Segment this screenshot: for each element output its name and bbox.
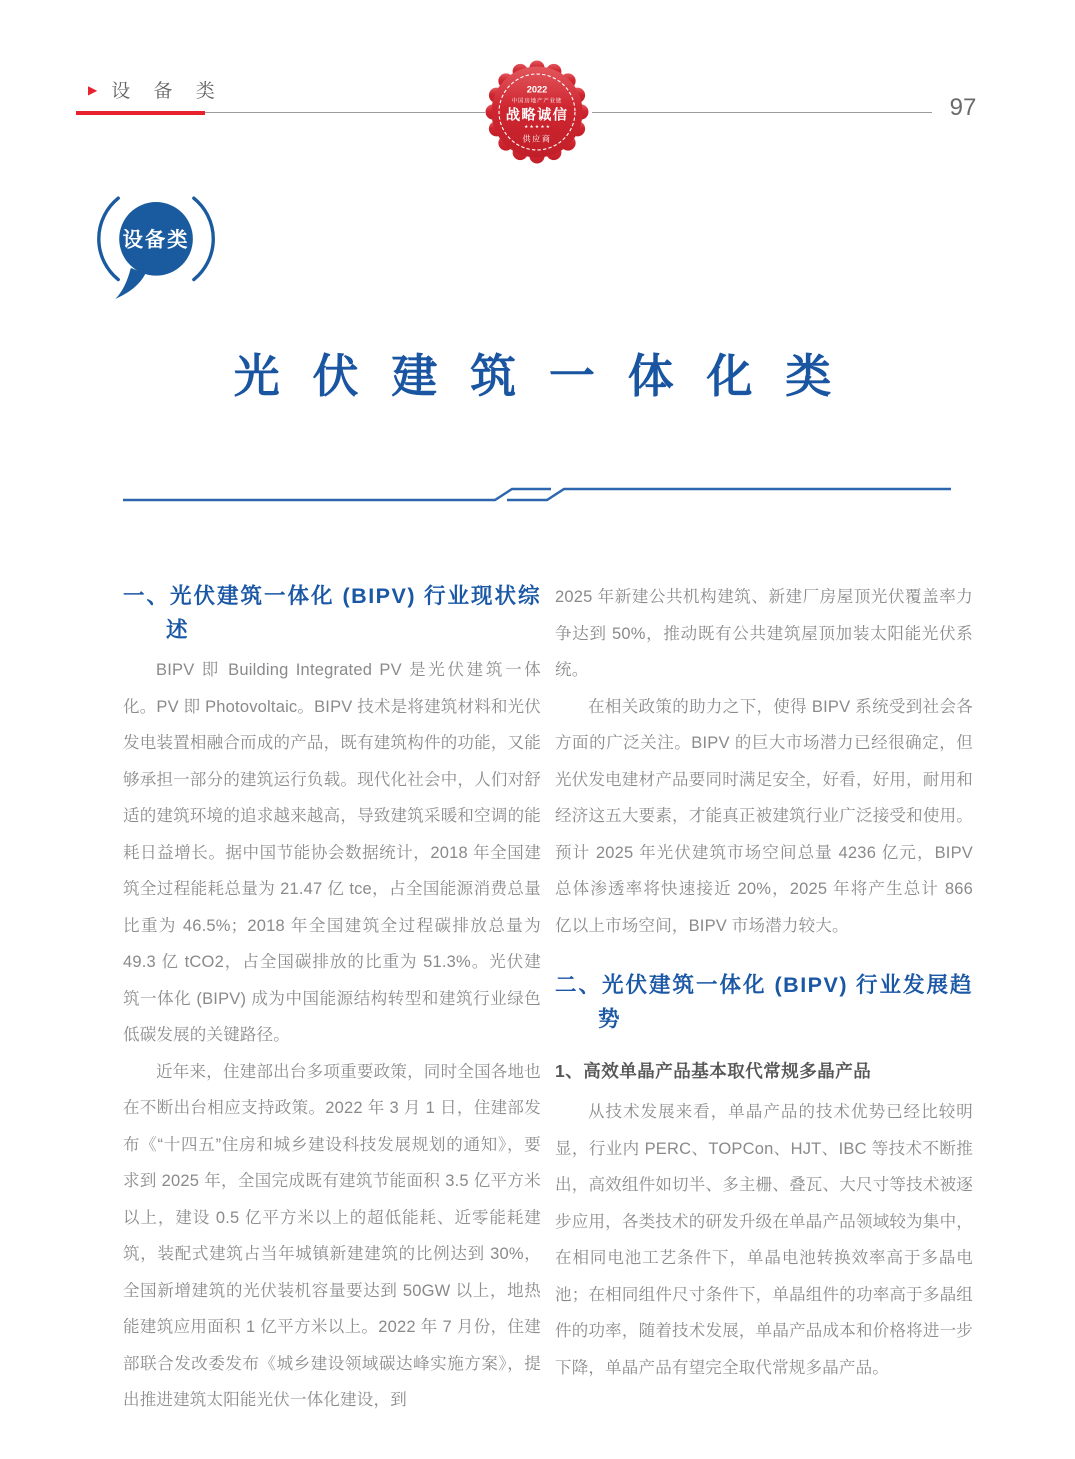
category-bubble — [94, 194, 220, 306]
body-paragraph: BIPV 即 Building Integrated PV 是光伏建筑一体化。PV 即 Photovoltaic。BIPV 技术是将建筑材料和光伏发电装置相融合而成的产品，既有建筑构件的功能，又能够承担一部分的建筑运行负载。现代化社会中，人们对舒适的建筑环境的追求越来越高，导致建筑采暖和空调的能耗日益增长。据中国节能协会数据统计，2018 年全国建筑全过程能耗总量为 21.47 亿 tce，占全国能源消费总量比重为 46.5%；2018 年全国建筑全过程碳排放总量为 49.3 亿 tCO2，占全国碳排放的比重为 51.3%。光伏建筑一体化 (BIPV) 成为中国能源结构转型和建筑行业绿色低碳发展的关键路径。 — [123, 661, 541, 1044]
section-subheading: 1、高效单晶产品基本取代常规多晶产品 — [555, 1061, 872, 1081]
header-rule-gray-right — [592, 112, 932, 113]
integrity-seal-badge — [483, 58, 591, 166]
page-number: 97 — [949, 94, 977, 121]
seal-stars: ★ ★ ★ ★ ★ — [524, 124, 550, 130]
category-bubble-label: 设备类 — [122, 229, 190, 252]
seal-org: 中国房地产产业链 — [511, 98, 563, 105]
seal-bottom-text: 供应商 — [522, 134, 552, 144]
header-rule-gray-left — [205, 112, 485, 113]
left-column — [123, 579, 541, 1419]
header-rule-red-segment — [76, 111, 205, 115]
right-column — [555, 579, 973, 1419]
content-columns — [123, 579, 973, 1419]
category-label: 设 备 类 — [111, 81, 224, 102]
seal-icon — [483, 58, 591, 166]
section-divider — [123, 485, 951, 505]
seal-year: 2022 — [526, 84, 548, 95]
body-paragraph: 2025 年新建公共机构建筑、新建厂房屋顶光伏覆盖率力争达到 50%，推动既有公共建筑屋顶加装太阳能光伏系统。 — [555, 588, 973, 679]
body-paragraph: 近年来，住建部出台多项重要政策，同时全国各地也在不断出台相应支持政策。2022 年 3 月 1 日，住建部发布《“十四五”住房和城乡建设科技发展规划的通知》，要求到 2025 年，全国完成既有建筑节能面积 3.5 亿平方米以上，建设 0.5 亿平方米以上的超低能耗、近零能耗建筑，装配式建筑占当年城镇新建建筑的比例达到 30%，全国新增建筑的光伏装机容量要达到 50GW 以上，地热能建筑应用面积 1 亿平方米以上。2022 年 7 月份，住建部联合发改委发布《城乡建设领域碳达峰实施方案》，提出推进建筑太阳能光伏一体化建设，到 — [123, 1062, 541, 1409]
breadcrumb — [88, 76, 224, 103]
seal-main-text: 战略诚信 — [505, 107, 569, 124]
section-heading: 一、光伏建筑一体化 (BIPV) 行业现状综述 — [123, 584, 541, 642]
category-arrow-icon: ▶ — [88, 82, 98, 97]
speech-bubble-icon — [94, 194, 220, 306]
section-heading: 二、光伏建筑一体化 (BIPV) 行业发展趋势 — [555, 973, 973, 1031]
body-paragraph: 在相关政策的助力之下，使得 BIPV 系统受到社会各方面的广泛关注。BIPV 的巨大市场潜力已经很确定，但光伏发电建材产品要同时满足安全，好看，好用，耐用和经济这五大要素，才能真正被建筑行业广泛接受和使用。预计 2025 年光伏建筑市场空间总量 4236 亿元，BIPV 总体渗透率将快速接近 20%，2025 年将产生总计 866 亿以上市场空间，BIPV 市场潜力较大。 — [555, 697, 973, 935]
page-title: 光 伏 建 筑 一 体 化 类 — [233, 350, 842, 402]
body-paragraph: 从技术发展来看，单晶产品的技术优势已经比较明显，行业内 PERC、TOPCon、HJT、IBC 等技术不断推出，高效组件如切半、多主栅、叠瓦、大尺寸等技术被逐步应用，各类技术的研发升级在单晶产品领域较为集中，在相同电池工艺条件下，单晶电池转换效率高于多晶电池；在相同组件尺寸条件下，单晶组件的功率高于多晶组件的功率，随着技术发展，单晶产品成本和价格将进一步下降，单晶产品有望完全取代常规多晶产品。 — [555, 1103, 973, 1377]
